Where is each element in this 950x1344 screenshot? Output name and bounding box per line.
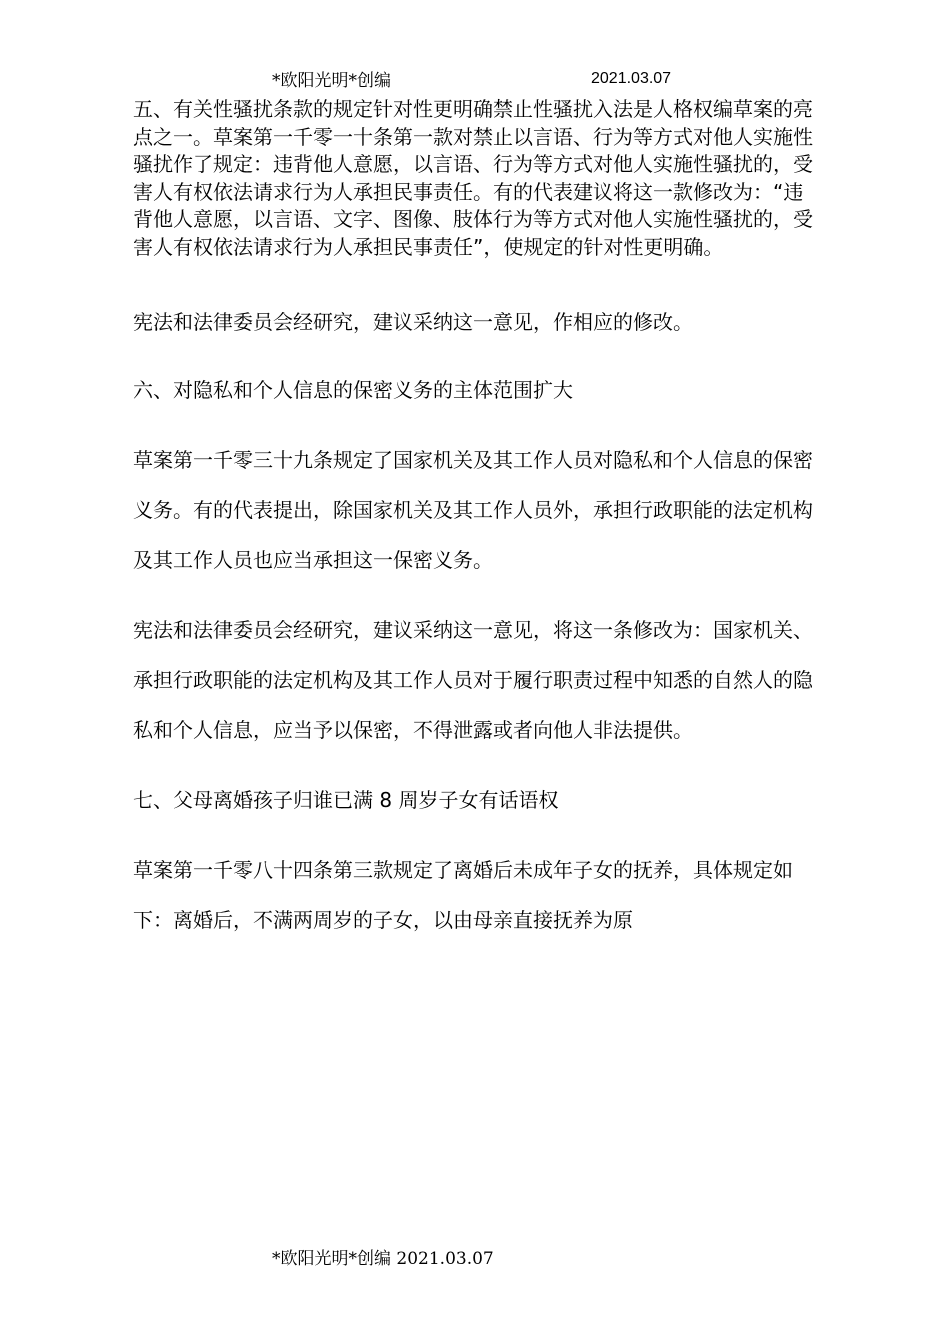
paragraph-privacy-clause: 草案第一千零三十九条规定了国家机关及其工作人员对隐私和个人信息的保密义务。有的代表提出，除国家机关及其工作人员外，承担行政职能的法定机构及其工作人员也应当承担这一保密义务。 [133,448,813,572]
page-footer: *欧阳光明*创编 2021.03.07 [272,1249,494,1269]
paragraph-committee-response-1: 宪法和法律委员会经研究，建议采纳这一意见，作相应的修改。 [133,310,693,334]
paragraph-custody-clause: 草案第一千零八十四条第三款规定了离婚后未成年子女的抚养，具体规定如下：离婚后，不满两周岁的子女，以由母亲直接抚养为原 [133,858,793,932]
document-body [133,96,823,945]
page-header-author: *欧阳光明*创编 [272,71,391,91]
paragraph-committee-response-2: 宪法和法律委员会经研究，建议采纳这一意见，将这一条修改为：国家机关、承担行政职能的法定机构及其工作人员对于履行职责过程中知悉的自然人的隐私和个人信息，应当予以保密，不得泄露或者向他人非法提供。 [133,618,813,742]
paragraph-harassment-clause: 五、有关性骚扰条款的规定针对性更明确禁止性骚扰入法是人格权编草案的亮点之一。草案第一千零一十条第一款对禁止以言语、行为等方式对他人实施性骚扰作了规定：违背他人意愿，以言语、行为等方式对他人实施性骚扰的，受害人有权依法请求行为人承担民事责任。有的代表建议将这一款修改为：“违背他人意愿，以言语、文字、图像、肢体行为等方式对他人实施性骚扰的，受害人有权依法请求行为人承担民事责任”，使规定的针对性更明确。 [133,97,813,259]
section-heading-privacy: 六、对隐私和个人信息的保密义务的主体范围扩大 [133,378,573,402]
page-header-date: 2021.03.07 [591,70,672,87]
section-heading-custody: 七、父母离婚孩子归谁已满 8 周岁子女有话语权 [133,788,559,812]
